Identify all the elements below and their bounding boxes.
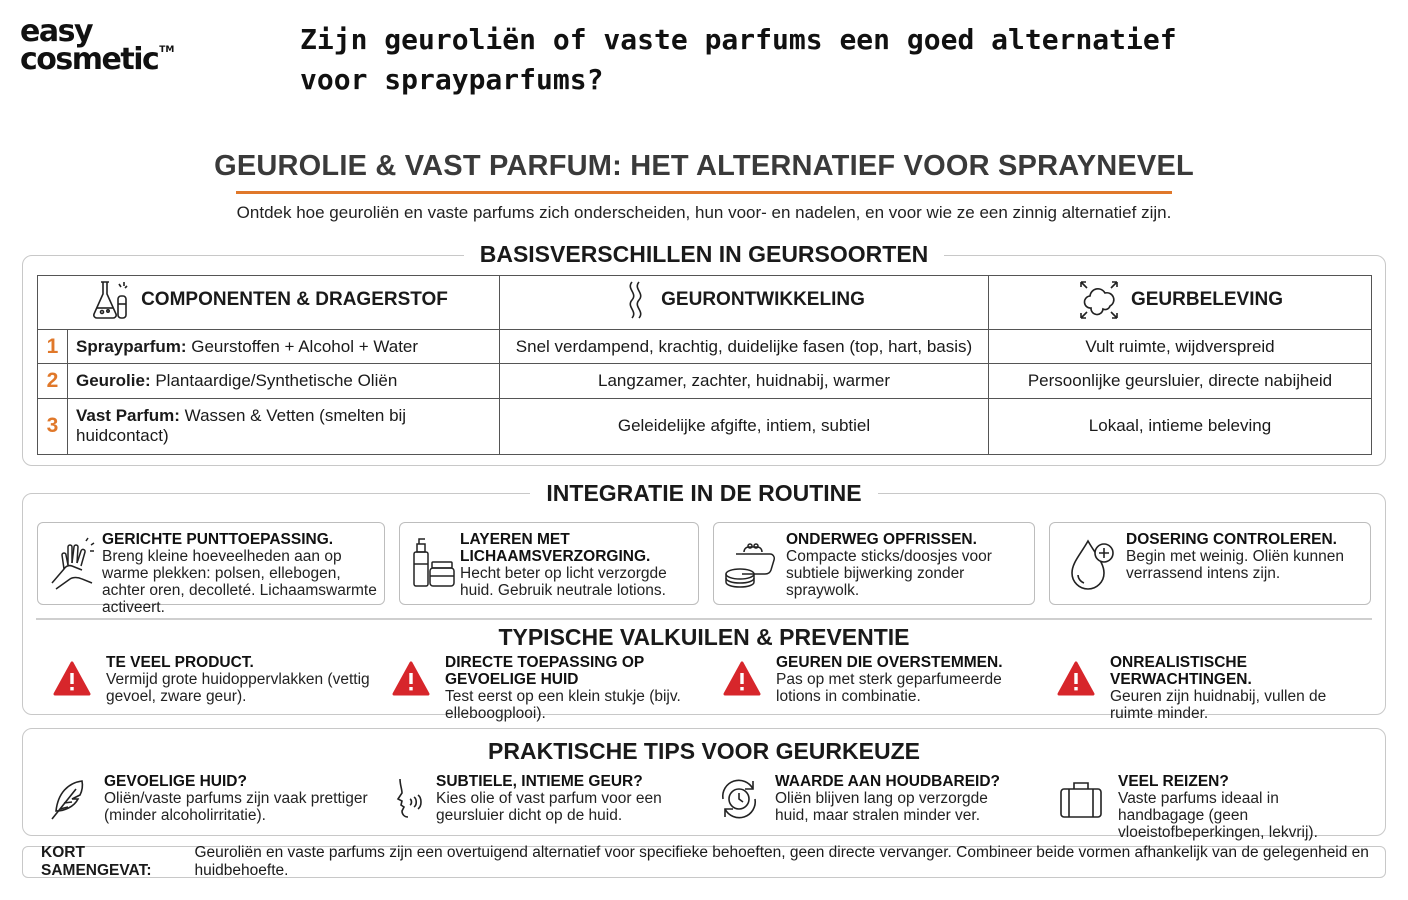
- row-component-rest: Wassen & Vetten (smelten bij huidcontact): [76, 406, 407, 446]
- row-component-rest: Geurstoffen + Alcohol + Water: [186, 336, 419, 356]
- card-text: Breng kleine hoeveelheden aan op warme plekken: polsen, ellebogen, achter oren, decolleté. Lichaamswarmte activeert.: [102, 548, 377, 616]
- tip-heading: GEVOELIGE HUID?: [104, 773, 247, 790]
- table-row: [38, 398, 1372, 454]
- basis-section-title: [0, 241, 1408, 268]
- row-component: [68, 364, 500, 398]
- row-component: [68, 398, 500, 454]
- pitfall-text: Vermijd grote huidoppervlakken (vettig gevoel, zware geur).: [106, 671, 370, 705]
- routine-section-title: [0, 480, 1408, 507]
- summary-text: Geuroliën en vaste parfums zijn een overtuigend alternatief voor specifieke behoeften, geen directe vervanger. Combineer beide vormen afhankelijk van de gelegenheid en huidbehoefte.: [194, 844, 1369, 879]
- row-development: Geleidelijke afgifte, intiem, subtiel: [500, 398, 989, 454]
- clock-cycle-icon: [715, 775, 763, 823]
- card-text: Hecht beter op licht verzorgde huid. Gebruik neutrale lotions.: [460, 565, 667, 599]
- row-development: Snel verdampend, krachtig, duidelijke fasen (top, hart, basis): [500, 330, 989, 364]
- row-number: 2: [38, 364, 68, 398]
- row-component-rest: Plantaardige/Synthetische Oliën: [150, 370, 398, 390]
- routine-card: [1049, 522, 1371, 605]
- infographic-title: GEUROLIE & VAST PARFUM: HET ALTERNATIEF VOOR SPRAYNEVEL: [214, 150, 1194, 182]
- row-experience: Persoonlijke geursluier, directe nabijheid: [989, 364, 1372, 398]
- tip-item: [1058, 773, 1378, 841]
- card-heading: DOSERING CONTROLEREN.: [1126, 531, 1337, 548]
- logo-line-2: [20, 41, 190, 77]
- lab-flask-icon: [89, 278, 131, 322]
- header-componenten: [38, 276, 500, 330]
- pitfall-item: [722, 654, 1022, 705]
- pitfall-heading: DIRECTE TOEPASSING OP GEVOELIGE HUID: [445, 654, 644, 688]
- table-row: [38, 330, 1372, 364]
- card-heading: ONDERWEG OPFRISSEN.: [786, 531, 977, 548]
- row-experience: Lokaal, intieme beleving: [989, 398, 1372, 454]
- routine-title-text: INTEGRATIE IN DE ROUTINE: [530, 480, 877, 506]
- feather-icon: [46, 775, 90, 823]
- row-component-bold: Geurolie:: [76, 370, 151, 390]
- logo-word: cosmetic: [20, 41, 159, 77]
- header-geurbeleving-label: GEURBELEVING: [1130, 288, 1284, 310]
- summary-label: KORT SAMENGEVAT:: [41, 844, 152, 879]
- pitfall-item: [50, 654, 380, 705]
- tip-item: [388, 773, 688, 824]
- tips-title-text: PRAKTISCHE TIPS VOOR GEURKEUZE: [472, 738, 936, 764]
- table-row: [38, 364, 1372, 398]
- page-headline: Zijn geuroliën of vaste parfums een goed alternatief voor sprayparfums?: [300, 23, 1177, 96]
- pitfall-heading: ONREALISTISCHE VERWACHTINGEN.: [1110, 654, 1252, 688]
- basis-header-row: [38, 276, 1372, 330]
- card-heading: GERICHTE PUNTTOEPASSING.: [102, 531, 334, 548]
- row-component-bold: Vast Parfum:: [76, 406, 180, 426]
- pitfalls-section-title: [0, 624, 1408, 651]
- warning-triangle-icon: [1056, 660, 1096, 698]
- title-underline: [236, 191, 1172, 194]
- pitfall-heading: TE VEEL PRODUCT.: [106, 654, 254, 671]
- row-component: [68, 330, 500, 364]
- tip-item: [715, 773, 1035, 824]
- row-number: 3: [38, 398, 68, 454]
- pitfall-text: Geuren zijn huidnabij, vullen de ruimte minder.: [1110, 688, 1327, 722]
- header-geurontwikkeling: [500, 276, 989, 330]
- drop-plus-icon: [1066, 533, 1120, 593]
- tip-item: [46, 773, 376, 824]
- tips-section-title: [0, 738, 1408, 765]
- tip-heading: SUBTIELE, INTIEME GEUR?: [436, 773, 643, 790]
- card-text: Compacte sticks/doosjes voor subtiele bijwerking zonder spraywolk.: [786, 548, 992, 599]
- tip-text: Vaste parfums ideaal in handbagage (geen vloeistofbeperkingen, lekvrij).: [1118, 790, 1318, 841]
- warning-triangle-icon: [391, 660, 431, 698]
- scent-cloud-icon: [1077, 278, 1121, 322]
- pitfall-heading: GEUREN DIE OVERSTEMMEN.: [776, 654, 1003, 671]
- row-development: Langzamer, zachter, huidnabij, warmer: [500, 364, 989, 398]
- card-text: Begin met weinig. Oliën kunnen verrassend intens zijn.: [1126, 548, 1344, 582]
- basis-title-text: BASISVERSCHILLEN IN GEURSOORTEN: [464, 241, 945, 267]
- pitfall-text: Test eerst op een klein stukje (bijv. elleboogplooi).: [445, 688, 681, 722]
- pitfall-item: [1056, 654, 1376, 722]
- compact-tins-icon: [722, 534, 784, 592]
- pitfalls-title-text: TYPISCHE VALKUILEN & PREVENTIE: [482, 624, 925, 650]
- row-experience: Vult ruimte, wijdverspreid: [989, 330, 1372, 364]
- scent-wave-icon: [623, 278, 651, 322]
- hands-application-icon: [46, 533, 100, 593]
- card-heading: LAYEREN MET LICHAAMSVERZORGING.: [460, 531, 651, 565]
- routine-card: [37, 522, 385, 616]
- lotion-bottles-icon: [408, 534, 458, 592]
- tip-heading: VEEL REIZEN?: [1118, 773, 1229, 790]
- warning-triangle-icon: [722, 660, 762, 698]
- infographic-subtitle: Ontdek hoe geuroliën en vaste parfums zich onderscheiden, hun voor- en nadelen, en voor wie ze een zinnig alternatief zijn.: [236, 203, 1172, 222]
- tip-text: Oliën/vaste parfums zijn vaak prettiger (minder alcoholirritatie).: [104, 790, 368, 824]
- routine-card: [713, 522, 1035, 605]
- basis-table: [37, 275, 1372, 455]
- section-divider: [36, 618, 1372, 620]
- logo-trademark: TM: [159, 44, 175, 55]
- tip-heading: WAARDE AAN HOUDBAREID?: [775, 773, 1001, 790]
- row-component-bold: Sprayparfum:: [76, 336, 187, 356]
- suitcase-icon: [1058, 777, 1104, 821]
- tip-text: Kies olie of vast parfum voor een geursluier dicht op de huid.: [436, 790, 662, 824]
- pitfall-text: Pas op met sterk geparfumeerde lotions in combinatie.: [776, 671, 1002, 705]
- routine-card: [399, 522, 699, 605]
- summary-bar: [22, 846, 1386, 878]
- pitfall-item: [391, 654, 701, 722]
- header-geurontwikkeling-label: GEURONTWIKKELING: [661, 288, 865, 310]
- face-smell-icon: [388, 775, 424, 823]
- basis-table-wrap: [37, 275, 1371, 455]
- warning-triangle-icon: [52, 660, 92, 698]
- tip-text: Oliën blijven lang op verzorgde huid, maar stralen minder ver.: [775, 790, 988, 824]
- header-componenten-label: COMPONENTEN & DRAGERSTOF: [141, 288, 448, 310]
- header-geurbeleving: [989, 276, 1372, 330]
- row-number: 1: [38, 330, 68, 364]
- logo-line-1: easy: [20, 14, 93, 49]
- brand-logo[interactable]: [20, 14, 190, 77]
